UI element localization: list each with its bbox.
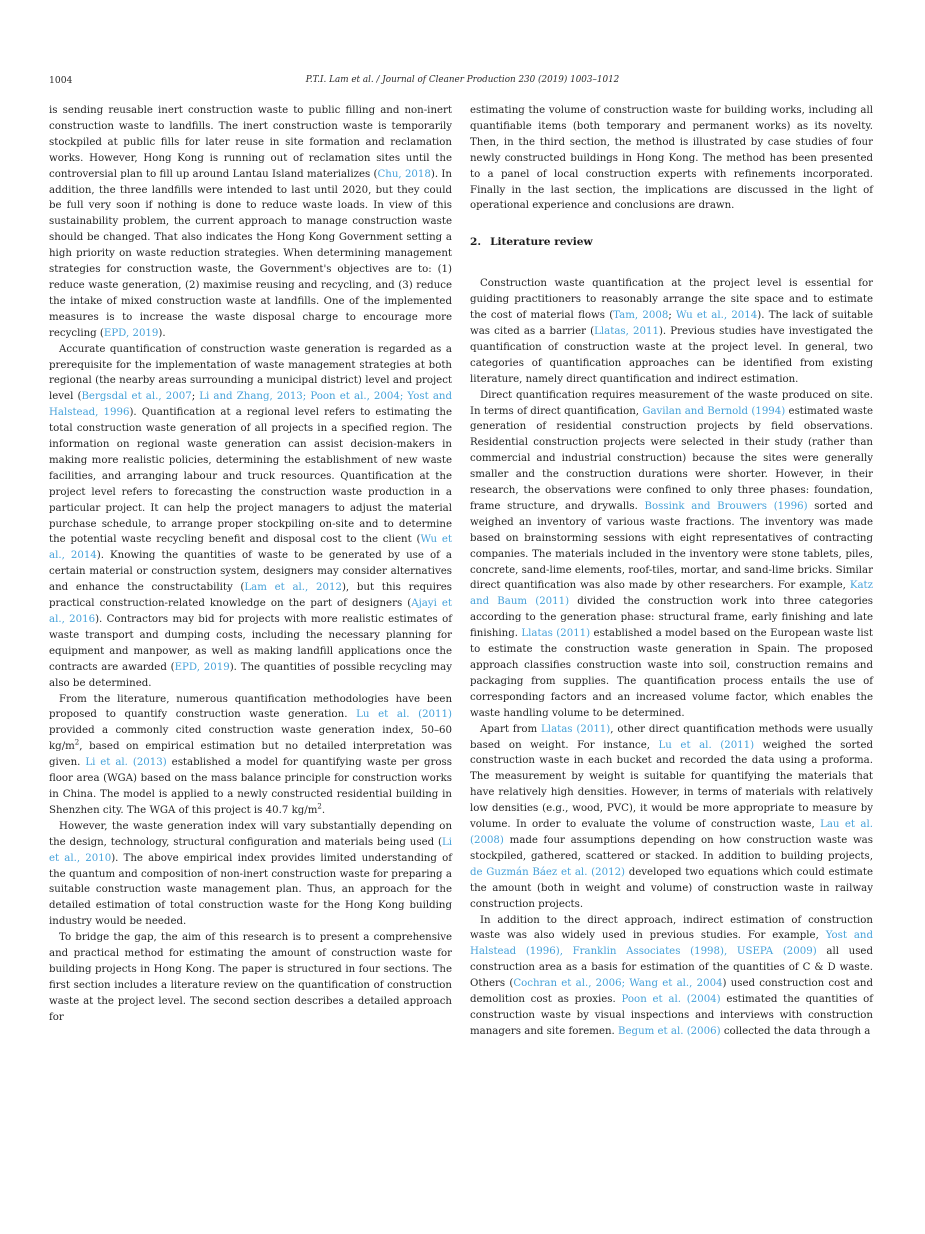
paragraph: From the literature, numerous quantification methodologies have been proposed to quantify construction waste generation. Lu et al. (2011) provided a commonly cited construction waste generation index, 50–60 $kg/m^2$, based on empirical estimation but no detailed interpretation was given. Li et al. (2013) established a model for quantifying waste per gross floor area (WGA) based on the mass balance principle for construction works in China. The model is applied to a newly constructed residential building in Shenzhen city. The WGA of this project is 40.7 $kg/m^2$. [49, 693, 452, 816]
citation-link[interactable]: Poon et al. (2004) [621, 994, 721, 1006]
left-column [49, 103, 452, 1040]
citation-link[interactable]: Li et al., 2010 [49, 836, 452, 864]
citation-link[interactable]: Begum et al. (2006) [618, 1025, 721, 1037]
page-header [49, 75, 876, 87]
paragraph: To bridge the gap, the aim of this research is to present a comprehensive and practical method for estimating the amount of construction waste for building projects in Hong Kong. The paper is structured in four sections. The first section includes a literature review on the quantification of construction waste at the project level. The second section describes a detailed approach for [49, 932, 452, 1023]
section-heading [470, 235, 873, 251]
citation-link[interactable]: Lam et al., 2012 [244, 582, 342, 594]
right-column [470, 103, 873, 1040]
paragraph: Accurate quantification of construction waste generation is regarded as a prerequisite for the implementation of waste management strategies at both regional (the nearby areas surrounding a municipal district) level and project level (Bergsdal et al., 2007; Li and Zhang, 2013; Poon et al., 2004; Yost and Halstead, 1996). Quantification at a regional level refers to estimating the total construction waste generation of all projects in a specified region. The information on regional waste generation can assist decision-makers in making more realistic policies, determining the establishment of new waste facilities, and arranging labour and truck resources. Quantification at the project level refers to forecasting the construction waste production in a particular project. It can help the project managers to adjust the material purchase schedule, to arrange proper stockpiling on-site and to determine the potential waste recycling benefit and disposal cost to the client (Wu et al., 2014). Knowing the quantities of waste to be generated by use of a certain material or construction system, designers may consider alternatives and enhance the constructability (Lam et al., 2012), but this requires practical construction-related knowledge on the part of designers (Ajayi et al., 2016). Contractors may bid for projects with more realistic estimates of waste transport and dumping costs, including the necessary planning for equipment and manpower, as well as making landfill applications once the contracts are awarded (EPD, 2019). The quantities of possible recycling may also be determined. [49, 343, 453, 689]
citation-link[interactable]: Lu et al. (2011) [658, 739, 755, 751]
citation-link[interactable]: Lau et al. (2008) [470, 819, 873, 846]
citation-link[interactable]: Li et al. (2013) [85, 757, 167, 769]
citation-link[interactable]: Llatas (2011) [521, 628, 591, 640]
citation-link[interactable]: Bergsdal et al., 2007 [81, 391, 192, 403]
citation-link[interactable]: Katz and Baum (2011) [470, 580, 873, 608]
citation-link[interactable]: Cochran et al., 2006; Wang et al., 2004 [513, 978, 723, 990]
citation-link[interactable]: Llatas, 2011 [594, 325, 659, 337]
citation-link[interactable]: Wu et al., 2014 [676, 310, 758, 322]
page-number: 1004 [49, 75, 73, 86]
citation-link[interactable]: Bossink and Brouwers (1996) [644, 500, 808, 512]
paragraph: In addition to the direct approach, indirect estimation of construction waste was also widely used in previous studies. For example, Yost and Halstead (1996), Franklin Associates (1998), USEPA (2009) all used construction area as a basis for estimation of the quantities of C & D waste. Others (Cochran et al., 2006; Wang et al., 2004) used construction cost and demolition cost as proxies. Poon et al. (2004) estimated the quantities of construction waste by visual inspections and interviews with construction managers and site foremen. Begum et al. (2006) collected the data through a [470, 914, 873, 1037]
two-column-body [49, 103, 876, 1040]
citation-link[interactable]: EPD, 2019 [103, 327, 159, 339]
paragraph: However, the waste generation index will vary substantially depending on the design, technology, structural configuration and materials being used (Li et al., 2010). The above empirical index provides limited understanding of the quantum and composition of non-inert construction waste for preparing a suitable construction waste management plan. Thus, an approach for the detailed estimation of total construction waste for the Hong Kong building industry would be needed. [49, 820, 452, 928]
citation-link[interactable]: Yost and Halstead (1996), Franklin Associates (1998), USEPA (2009) [470, 930, 873, 958]
superscript: 2 [74, 738, 80, 747]
superscript: 2 [317, 802, 322, 811]
paragraph: Direct quantification requires measurement of the waste produced on site. In terms of direct quantification, Gavilan and Bernold (1994) estimated waste generation of residential construction projects by field observations. Residential construction projects were selected in their study (rather than commercial and industrial construction) because the sites were generally smaller and the construction durations were shorter. However, in their research, the observations were confined to only three phases: foundation, frame structure, and drywalls. Bossink and Brouwers (1996) sorted and weighed an inventory of various waste fractions. The inventory was made based on brainstorming sessions with eight representatives of contracting companies. The materials included in the inventory were stone tablets, piles, concrete, sand-lime elements, roof-tiles, mortar, and sand-lime bricks. Similar direct quantification was also made by other researchers. For example, Katz and Baum (2011) divided the construction work into three categories according to the generation phase: structural frame, early finishing and late finishing. Llatas (2011) established a model based on the European waste list to estimate the construction waste generation in Spain. The proposed approach classifies construction waste into soil, construction remains and packaging from supplies. The quantification process entails the use of corresponding factors and an increased volume factor, which enables the waste handling volume to be determined. [470, 389, 874, 719]
citation-link[interactable]: Wu et al., 2014 [49, 534, 453, 562]
paragraph: is sending reusable inert construction waste to public filling and non-inert construction waste to landfills. The inert construction waste is temporarily stockpiled at public fills for later reuse in site formation and reclamation works. However, Hong Kong is running out of reclamation sites until the controversial plan to fill up around Lantau Island materializes (Chu, 2018). In addition, the three landfills were intended to last until 2020, but they could be full very soon if nothing is done to reduce waste loads. In view of this sustainability problem, the current approach to manage construction waste should be changed. That also indicates the Hong Kong Government setting a high priority on waste reduction strategies. When determining management strategies for construction waste, the Government's objectives are to: (1) reduce waste generation, (2) maximise reusing and recycling, and (3) reduce the intake of mixed construction waste at landfills. One of the implemented measures is to increase the waste disposal charge to encourage more recycling (EPD, 2019). [49, 105, 452, 339]
section-number: 2. [470, 236, 482, 249]
citation-link[interactable]: Gavilan and Bernold (1994) [642, 405, 786, 417]
paragraph: Apart from Llatas (2011), other direct quantification methods were usually based on weight. For instance, Lu et al. (2011) weighed the sorted construction waste in each bucket and recorded the data using a proforma. The measurement by weight is suitable for quantifying the materials that have relatively high densities. However, in terms of materials with relatively low densities (e.g., wood, PVC), it would be more appropriate to measure by volume. In order to evaluate the volume of construction waste, Lau et al. (2008) made four assumptions depending on how construction waste was stockpiled, gathered, scattered or stacked. In addition to building projects, de Guzmán Báez et al. (2012) developed two equations which could estimate the amount (both in weight and volume) of construction waste in railway construction projects. [470, 723, 873, 910]
citation-link[interactable]: Llatas (2011) [541, 723, 611, 735]
citation-link[interactable]: Tam, 2008 [613, 310, 669, 322]
citation-link[interactable]: Lu et al. (2011) [356, 709, 452, 721]
section-title: Literature review [490, 236, 593, 249]
citation-link[interactable]: Chu, 2018 [377, 168, 431, 180]
paragraph: estimating the volume of construction waste for building works, including all quantifiable items (both temporary and permanent works) as its novelty. Then, in the third section, the method is illustrated by case studies of four newly constructed buildings in Hong Kong. The method has been presented to a panel of local construction experts with refinements incorporated. Finally in the last section, the implications are discussed in the light of operational experience and conclusions are drawn. [470, 105, 873, 212]
running-head: P.T.I. Lam et al. / Journal of Cleaner Production 230 (2019) 1003–1012 [305, 75, 620, 85]
citation-link[interactable]: Ajayi et al., 2016 [49, 598, 452, 625]
citation-link[interactable]: de Guzmán Báez et al. (2012) [470, 866, 626, 878]
paragraph: Construction waste quantification at the project level is essential for guiding practitioners to reasonably arrange the site space and to estimate the cost of material flows (Tam, 2008; Wu et al., 2014). The lack of suitable was cited as a barrier (Llatas, 2011). Previous studies have investigated the quantification of construction waste at the project level. In general, two categories of quantification approaches can be identified from existing literature, namely direct quantification and indirect estimation. [470, 278, 873, 385]
citation-link[interactable]: Li and Zhang, 2013; Poon et al., 2004; Yost and Halstead, 1996 [49, 391, 453, 419]
citation-link[interactable]: EPD, 2019 [174, 661, 230, 673]
